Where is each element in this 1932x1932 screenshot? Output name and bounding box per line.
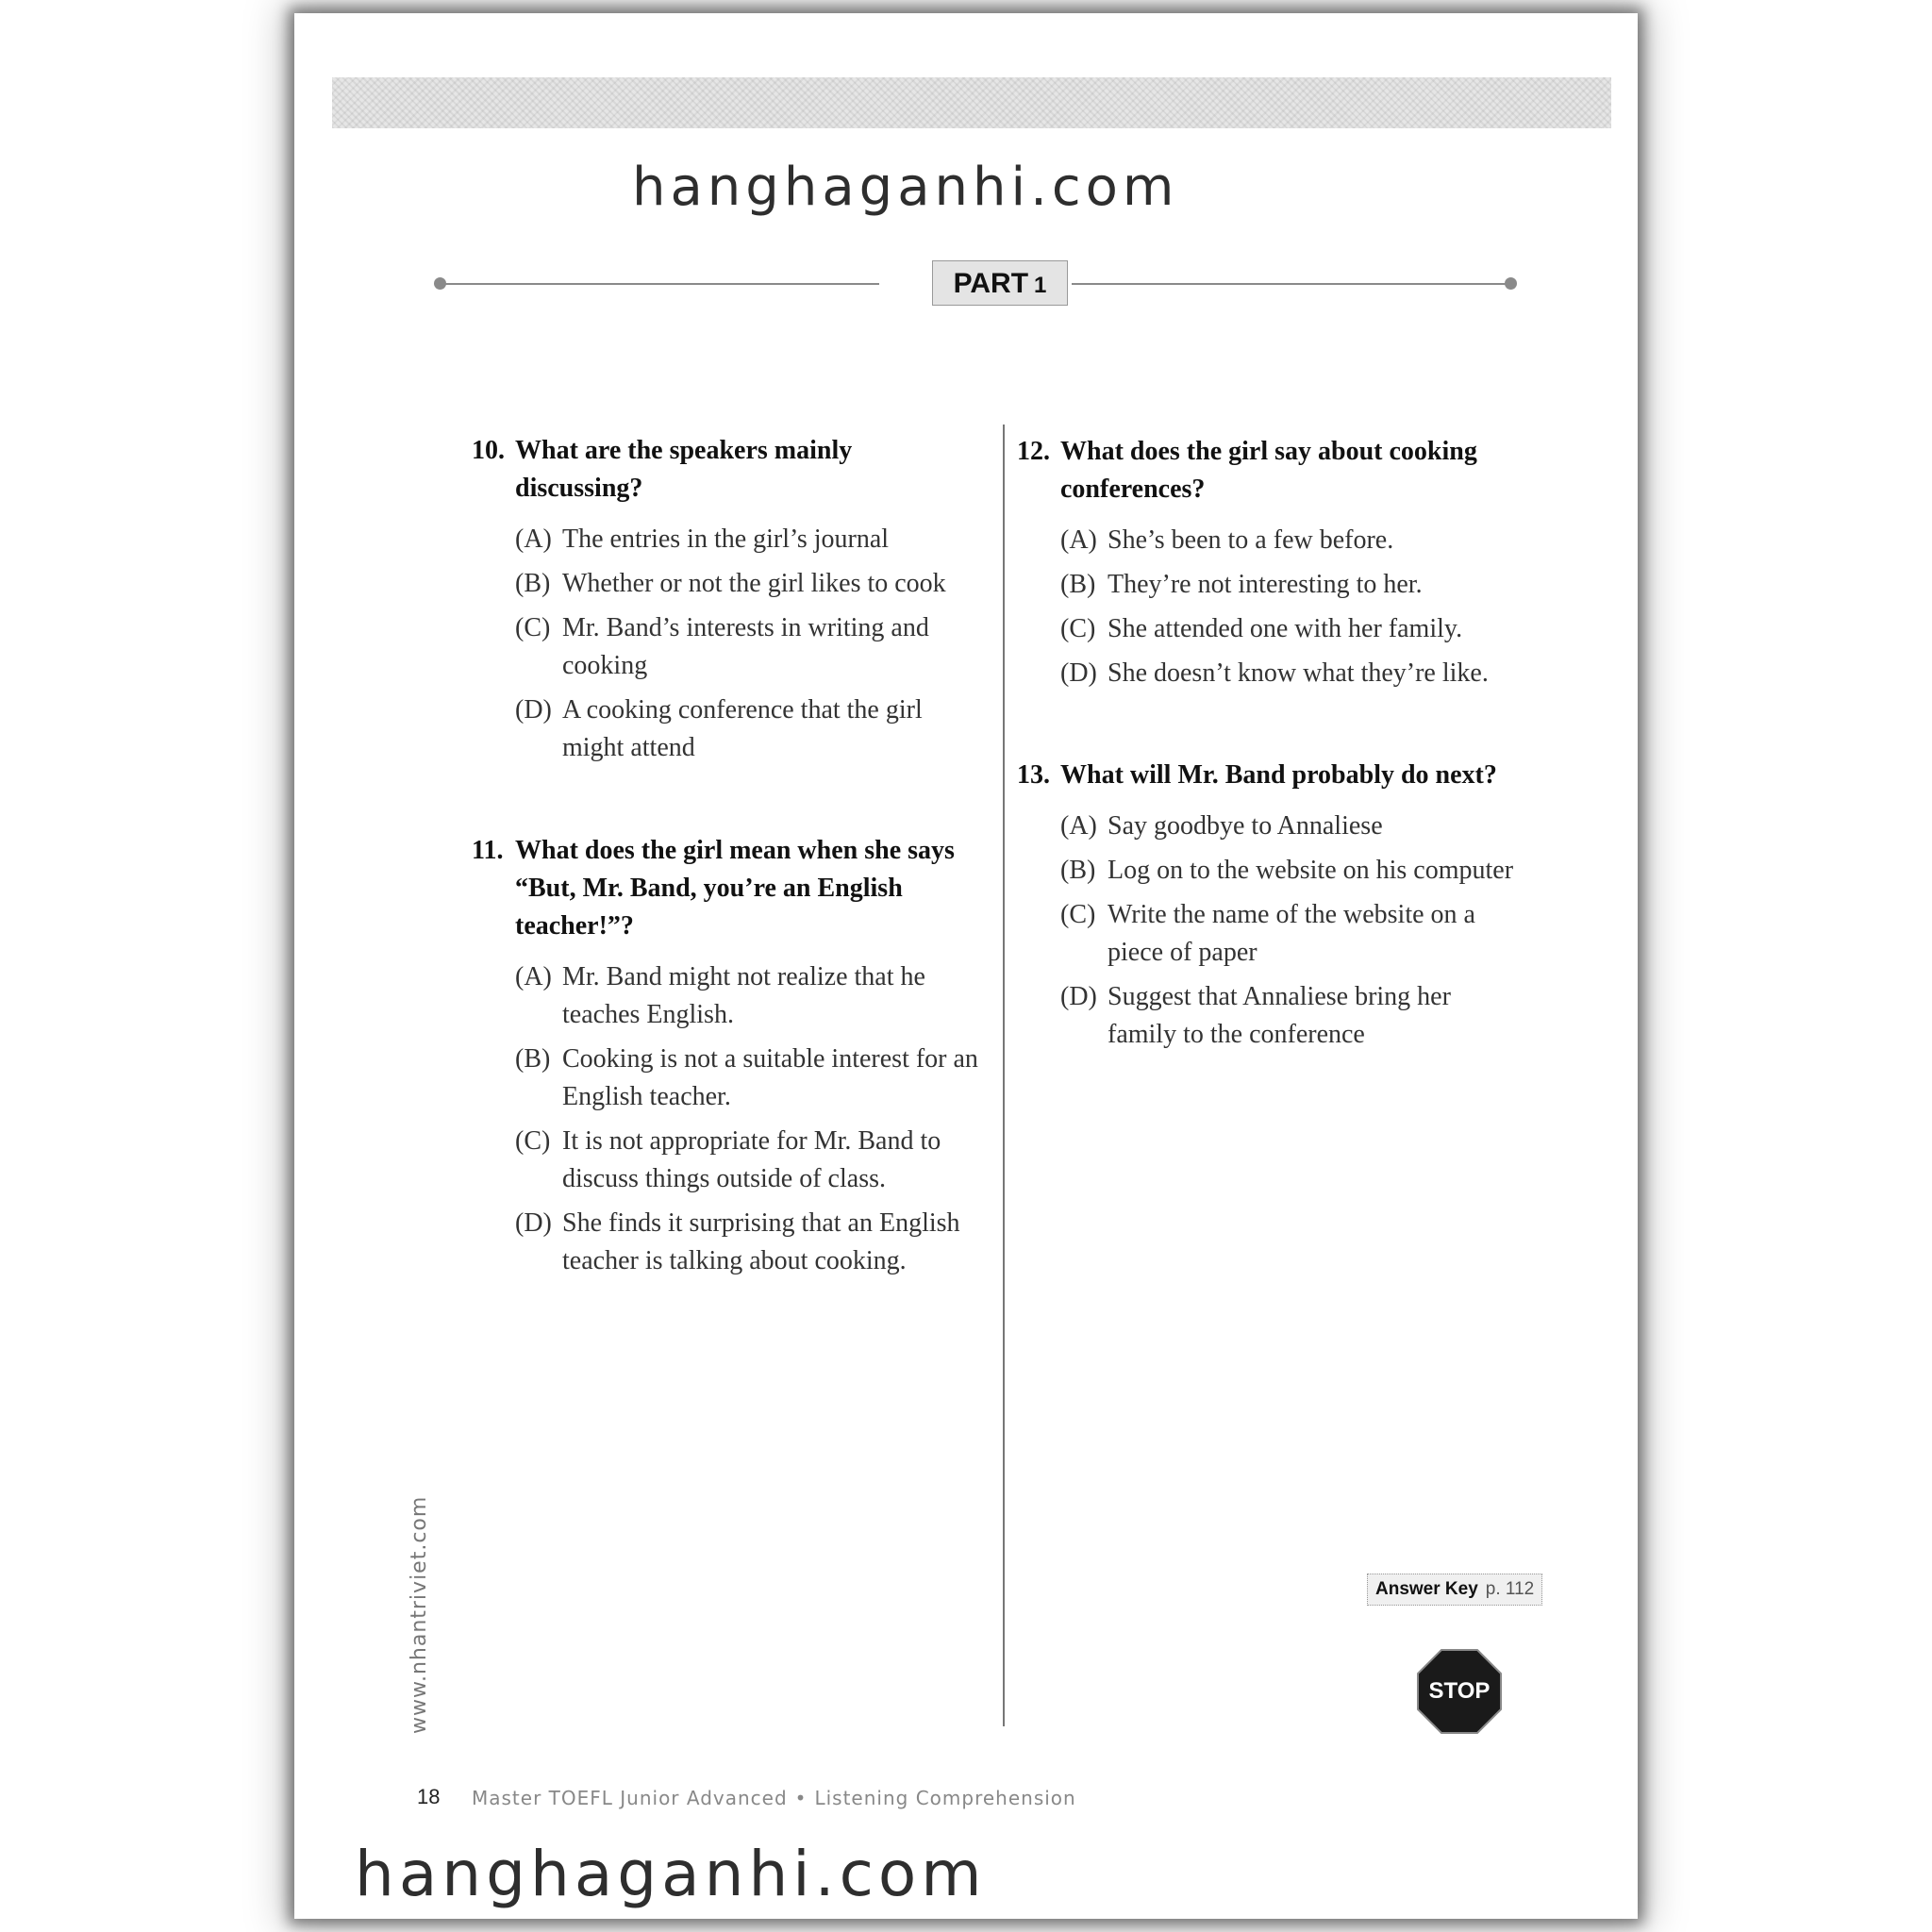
- answer-key-page: p. 112: [1485, 1579, 1535, 1599]
- option-letter: (B): [515, 569, 551, 598]
- option-text: Cooking is not a suitable interest for an English teacher.: [562, 1044, 978, 1111]
- option-letter: (D): [1060, 658, 1097, 688]
- option-letter: (D): [515, 1208, 552, 1238]
- part-heading: [932, 260, 1068, 306]
- option-letter: (B): [1060, 570, 1096, 599]
- question-text: What does the girl say about cooking conferences?: [1060, 437, 1477, 504]
- option-letter: (D): [1060, 982, 1097, 1011]
- option-text: She’s been to a few before.: [1108, 525, 1394, 555]
- footer-separator: •: [794, 1787, 808, 1809]
- question-number: 13.: [1017, 760, 1050, 790]
- document-page: [294, 13, 1638, 1919]
- option-text: Whether or not the girl likes to cook: [562, 569, 946, 598]
- option-text: Suggest that Annaliese bring her family to the conference: [1108, 982, 1451, 1049]
- option-b[interactable]: [472, 565, 981, 603]
- option-letter: (C): [515, 613, 551, 642]
- part-label: PART: [953, 268, 1029, 299]
- option-text: She doesn’t know what they’re like.: [1108, 658, 1489, 688]
- watermark-bottom: hanghaganhi.com: [355, 1838, 987, 1910]
- question-text: What does the girl mean when she says “But, Mr. Band, you’re an English teacher!”?: [515, 836, 955, 941]
- option-letter: (A): [1060, 525, 1097, 555]
- section-title: Listening Comprehension: [814, 1787, 1076, 1809]
- option-a[interactable]: [472, 958, 981, 1034]
- option-b[interactable]: [472, 1041, 981, 1116]
- option-d[interactable]: [472, 691, 981, 767]
- side-url: www.nhantriviet.com: [408, 1495, 431, 1734]
- option-text: They’re not interesting to her.: [1108, 570, 1423, 599]
- question-10: [472, 432, 981, 767]
- stop-label: STOP: [1428, 1678, 1491, 1704]
- option-letter: (D): [515, 695, 552, 724]
- question-stem: [1017, 757, 1526, 794]
- option-text: Mr. Band might not realize that he teaches English.: [562, 962, 925, 1029]
- option-d[interactable]: [1017, 655, 1526, 692]
- question-stem: [472, 432, 981, 508]
- option-text: Write the name of the website on a piece of paper: [1108, 900, 1475, 967]
- option-text: It is not appropriate for Mr. Band to discuss things outside of class.: [562, 1126, 941, 1193]
- option-d[interactable]: [1017, 978, 1526, 1054]
- option-text: Log on to the website on his computer: [1108, 856, 1514, 885]
- option-letter: (C): [1060, 614, 1096, 643]
- option-text: She attended one with her family.: [1108, 614, 1463, 643]
- option-text: A cooking conference that the girl might attend: [562, 695, 923, 762]
- question-11: [472, 832, 981, 1280]
- question-number: 12.: [1017, 437, 1050, 466]
- option-letter: (A): [515, 525, 552, 554]
- part-rule-left-dot: [434, 277, 446, 290]
- option-text: She finds it surprising that an English teacher is talking about cooking.: [562, 1208, 960, 1275]
- page-number: 18: [417, 1785, 441, 1808]
- option-b[interactable]: [1017, 852, 1526, 890]
- part-number: 1: [1034, 273, 1047, 298]
- option-d[interactable]: [472, 1205, 981, 1280]
- option-letter: (B): [515, 1044, 551, 1074]
- option-c[interactable]: [472, 609, 981, 685]
- header-band: [332, 77, 1611, 128]
- part-rule-right-dot: [1505, 277, 1517, 290]
- question-stem: [1017, 433, 1526, 508]
- book-title: Master TOEFL Junior Advanced: [472, 1787, 788, 1809]
- question-13: [1017, 757, 1526, 1054]
- question-number: 10.: [472, 436, 505, 465]
- part-rule-left: [440, 283, 879, 285]
- question-stem: [472, 832, 981, 945]
- option-letter: (B): [1060, 856, 1096, 885]
- option-text: Mr. Band’s interests in writing and cooking: [562, 613, 929, 680]
- answer-key-label: Answer Key: [1375, 1579, 1478, 1599]
- question-text: What are the speakers mainly discussing?: [515, 436, 853, 503]
- option-letter: (A): [515, 962, 552, 991]
- option-b[interactable]: [1017, 566, 1526, 604]
- running-footer: [472, 1787, 1076, 1809]
- option-letter: (C): [1060, 900, 1096, 929]
- watermark-top: hanghaganhi.com: [632, 157, 1179, 218]
- question-number: 11.: [472, 836, 504, 865]
- option-letter: (A): [1060, 811, 1097, 841]
- option-a[interactable]: [1017, 808, 1526, 845]
- option-c[interactable]: [1017, 610, 1526, 648]
- question-text: What will Mr. Band probably do next?: [1060, 760, 1497, 790]
- option-c[interactable]: [1017, 896, 1526, 972]
- option-c[interactable]: [472, 1123, 981, 1198]
- option-text: Say goodbye to Annaliese: [1108, 811, 1383, 841]
- option-a[interactable]: [472, 521, 981, 558]
- option-text: The entries in the girl’s journal: [562, 525, 890, 554]
- question-12: [1017, 433, 1526, 692]
- answer-key-reference: [1367, 1574, 1542, 1606]
- option-letter: (C): [515, 1126, 551, 1156]
- option-a[interactable]: [1017, 522, 1526, 559]
- part-rule-right: [1072, 283, 1509, 285]
- column-divider: [1003, 425, 1005, 1726]
